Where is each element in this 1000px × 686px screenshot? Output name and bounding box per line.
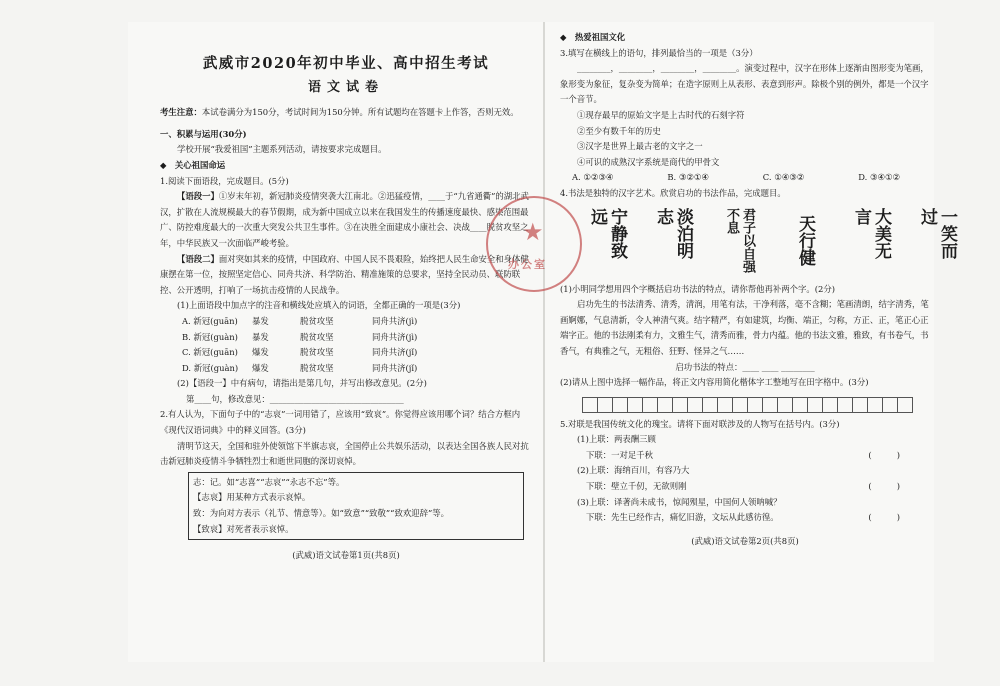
answer-paren[interactable]: ( ) xyxy=(868,481,900,492)
q3-option-b: B. ③②①④ xyxy=(667,172,709,183)
question-3-text: ________，________，________，________。演变过程中，汉字在形体上逐渐由图形变为笔画，象形变为象征，复杂变为简单；在造字原则上从表形、表意到形声。除极个别的例外，都是一个汉字一个音节。 xyxy=(560,63,929,105)
question-1-2-answer-line: 第____句，修改意见：________________________________ xyxy=(186,393,404,404)
question-4-1: (1)小明同学想用四个字概括启功书法的特点，请你帮他再补两个字。(2分) xyxy=(560,283,835,294)
left-footer: (武威)语文试卷第1页(共8页) xyxy=(292,550,400,561)
section-1-heading: 一、积累与运用(30分) xyxy=(160,128,247,139)
seal-text: 办公室 xyxy=(508,258,547,271)
couplet-3-upper: (3)上联：译著尚未成书，惊闻殒星，中国何人领呐喊？ xyxy=(577,496,782,507)
section-intro: 学校开展“我爱祖国”主题系列活动，请按要求完成题目。 xyxy=(177,144,387,155)
dictionary-line: 致：为向对方表示（礼节、情意等）。如“致意”“致敬”“致欢迎辞”等。 xyxy=(193,508,449,519)
dictionary-box xyxy=(188,472,524,540)
question-4: 4.书法是独特的汉字艺术。欣赏启功的书法作品，完成题目。 xyxy=(560,187,786,198)
tianzige-grid[interactable] xyxy=(582,397,930,413)
q3-item: ③汉字是世界上最古老的文字之一 xyxy=(577,141,703,152)
q1-option-b: B. 新冠(guàn) 暴发 脱贫攻坚 同舟共济(jì) xyxy=(182,331,418,342)
couplet-2-upper: (2)上联：海纳百川，有容乃大 xyxy=(577,465,690,476)
question-2: 2.有人认为，下面句子中的“志哀”一词用错了，应该用“致哀”。你觉得应该用哪个词？结合方框内《现代汉语词典》中的释义回答。(3分) xyxy=(160,409,521,436)
passage-2-label: 【语段二】 xyxy=(177,253,219,264)
q1-option-c: C. 新冠(guān) 爆发 脱贫攻坚 同舟共济(jǐ) xyxy=(182,347,418,358)
right-page xyxy=(560,30,957,549)
passage-2-text: 面对突如其来的疫情，中国政府、中国人民不畏艰险，始终把人民生命安全和身体健康摆在第一位，按照坚定信心、同舟共济、科学防治、精准施策的总要求，坚持全民动员、联防联控、公开透明，打响了一场抗击疫情的人民战争。 xyxy=(160,253,529,295)
question-1: 1.阅读下面语段，完成题目。(5分) xyxy=(160,175,289,186)
question-4-1-answer-line: 启功书法的特点：____ ____ ________ xyxy=(675,361,815,372)
exam-title: 武威市2020年初中毕业、高中招生考试 xyxy=(202,55,490,72)
answer-paren[interactable]: ( ) xyxy=(868,512,900,523)
q3-item: ②至少有数千年的历史 xyxy=(577,125,661,136)
couplet-3-lower: 下联：先生已经作古，痛忆旧游，文坛从此感彷徨。 ( ) xyxy=(560,510,930,526)
q3-item: ④可识的成熟汉字系统是商代的甲骨文 xyxy=(577,156,720,167)
seal-star-icon: ★ xyxy=(522,218,544,246)
q3-option-d: D. ③④①② xyxy=(858,172,900,183)
question-1-2: (2)【语段一】中有病句，请指出是第几句，并写出修改意见。(2分) xyxy=(177,378,427,389)
notice-text: 本试卷满分为150分，考试时间为150分钟。所有试题均在答题卡上作答，否则无效。 xyxy=(201,107,519,118)
theme-2-heading: ◆ 热爱祖国文化 xyxy=(560,32,626,42)
passage-2 xyxy=(160,252,532,299)
dictionary-line: 【志哀】用某种方式表示哀悼。 xyxy=(193,492,311,503)
question-4-2: (2)请从上图中选择一幅作品，将正文内容用简化楷体字工整地写在田字格中。(3分) xyxy=(560,377,869,388)
q1-option-a: A. 新冠(guān) 暴发 脱贫攻坚 同舟共济(jì) xyxy=(182,315,418,326)
theme-1-heading: ◆ 关心祖国命运 xyxy=(160,159,226,170)
dictionary-line: 【致哀】对死者表示哀悼。 xyxy=(193,523,294,534)
notice xyxy=(160,105,532,121)
question-4-1-text: 启功先生的书法清秀、清秀，清润，用笔有法，干净利落，毫不含糊；笔画清朗，结字清秀，笔画婀娜，气息清新，令人神清气爽。结字精严，有如建筑，均衡、端正，匀称，方正、正，笔正心正端字正。他的书法刚柔有力，文雅生气，清秀而雅，骨力内蕴。他的书法文雅，雅致，有书卷气，书香气，有典雅之气，无粗俗、狂野、怪异之气…… xyxy=(560,299,929,356)
calligraphy-work-4: 天行健 xyxy=(795,215,815,267)
notice-label: 考生注意： xyxy=(160,107,202,118)
calligraphy-work-6: 一笑而过 xyxy=(917,207,957,259)
question-5: 5.对联是我国传统文化的瑰宝。请将下面对联涉及的人物写在括号内。(3分) xyxy=(560,418,840,429)
calligraphy-work-3: 君子以自强不息 xyxy=(724,207,755,273)
q1-option-d: D. 新冠(guàn) 爆发 脱贫攻坚 同舟共济(jǐ) xyxy=(182,362,418,373)
q3-option-c: C. ①④③② xyxy=(762,172,805,183)
question-2-passage: 清明节这天，全国和驻外使领馆下半旗志哀，全国停止公共娱乐活动，以表达全国各族人民对抗击新冠肺炎疫情斗争牺牲烈士和逝世同胞的深切哀悼。 xyxy=(160,440,529,467)
question-1-1: (1)上面语段中加点字的注音和横线处应填入的词语，全都正确的一项是(3分) xyxy=(177,300,461,311)
calligraphy-work-1: 宁静致远 xyxy=(587,207,627,259)
exam-subtitle: 语文试卷 xyxy=(307,79,384,95)
calligraphy-work-5: 大美无言 xyxy=(851,207,891,259)
answer-paren[interactable]: ( ) xyxy=(868,449,900,460)
office-seal xyxy=(486,196,582,292)
passage-1 xyxy=(160,189,532,251)
left-page xyxy=(160,30,532,564)
q3-options xyxy=(560,170,930,186)
q3-option-a: A. ①②③④ xyxy=(572,172,614,183)
question-3: 3.填写在横线上的语句，排列最恰当的一项是（3分） xyxy=(560,47,758,58)
couplet-2-lower: 下联：壁立千仞，无欲则刚 ( ) xyxy=(560,479,930,495)
couplet-1-lower: 下联：一对足千秋 ( ) xyxy=(560,448,930,464)
passage-1-text: ①岁末年初，新冠肺炎疫情突袭大江南北。②迅猛疫情，____于“九省通衢”的湖北武汉，扩散在人流规模最大的春节假期，成为新中国成立以来在我国发生的传播速度最快、感染范围最广、防控难度最大的一次重大突发公共卫生事件。③在决胜全面建成小康社会、决战____脱贫攻坚之年，中华民族又一次面临严峻考验。 xyxy=(160,191,529,248)
calligraphy-gallery xyxy=(574,207,957,278)
right-footer: (武威)语文试卷第2页(共8页) xyxy=(691,535,799,546)
calligraphy-work-2: 淡泊明志 xyxy=(653,207,693,259)
dictionary-line: 志：记。如“志喜”“志哀”“永志不忘”等。 xyxy=(193,476,345,487)
couplet-1-upper: (1)上联：两表酬三顾 xyxy=(577,434,656,445)
page-fold xyxy=(543,22,545,662)
passage-1-label: 【语段一】 xyxy=(177,191,219,202)
q3-item: ①现存最早的原始文字是上古时代的石刻字符 xyxy=(577,109,745,120)
